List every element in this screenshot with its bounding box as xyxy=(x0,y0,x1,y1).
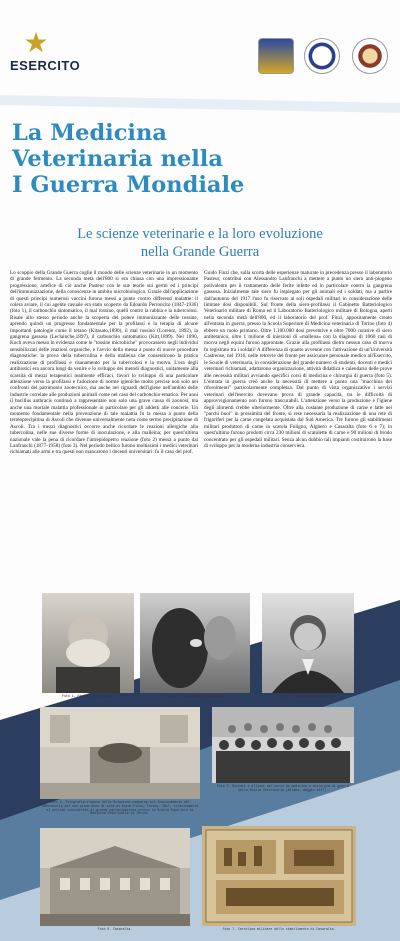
body-text: Lo scoppio della Grande Guerra coglie il mondo delle scienze veterinarie in un momento di grande fermento. La seconda metà dell'800 si era chiusa con una impressionante progressione, artefice di ciò anche Pasteur con le sue teorie sui germi ed i principi dell'immunizzazione, della conoscenze in ambito microbiologico. Grazie dall'applicazione di questi principi numerosi vaccini furono messi a punto contro differenti malattie: il colera aviare, il cui agente casuale era stato scoperto da Edoardo Perroncito (1847-1936) (foto 1), il carbonchio sintomatico, il mal rossino, quelli contro la rabbia e la tubercolosi. Risale allo stesso periodo anche la scoperta del potere immunizzante delle tossine, aprendo quindi un progresso fondamentale per la profilassi e la terapia di alcune importanti patologie come il tetano (Kitasato,1890), il mal rossino (Lorentz, 1892), la gangrena gassosa (Leclainche,1897), il carbonchio sintomatico (Kitt,1899). Nel 1890, Koch aveva messo in evidenza come le "tossine microbiche" provocassero negli individui sensibilizzati delle reazioni organiche, e l'avvio della messa a punto di nuove procedure diagnostiche: la prova della tubercolina e della malleina che consentirono la pratica realizzazione di profilassi e risanamento per la tubercolosi e la morva. L'era degli antibiotici era ancora lungi da venire e lo sviluppo dei metodi diagnostici, unitamente alla scarsità di mezzi terapeutici realmente efficaci, favorì lo sviluppo di una particolare attenzione verso la profilassi e l'adozione di norme igieniche molto precise non solo nei confronti del patrimonio zootecnico, ma anche nei riguardi dell'igiene nell'ambito delle industrie correlate alle produzioni animali come nel caso del carbonchio ematico. Per anni il bacillus anthracis continuò a rappresentare non solo una grave causa di zoonosi, ma anche una mortale malattia professionale in particolare per gli addetti alle concerie. Un momento fondamentale nella prevenzione di tale malattia fu la messa a punto della termoprecipitina di Ascoli che divenne universalmente nota come termo precipitazione di Ascoli. Tra i mezzi diagnostici occorre anche ricordare le reazioni allergiche alla tubercolina, nelle sue diverse forme di inoculazione, e alla malleina; per quest'ultima nazionale vale la pena di ricordare l'intrepidopetro reazione (foto 2) messa a punto dal Lanfranchi (1877-1958) (foto 3). Nel periodo bellico furono moltissimi i medici veterinari richiamati alle armi e tra questi non mancarono i docenti universitari: fu il caso del prof. xyxy=(10,270,198,456)
caption: Foto 3. Alessandro Lanfranchi. xyxy=(279,694,337,698)
subtitle-line: nella Grande Guerra xyxy=(140,244,260,260)
photo-lanfranchi xyxy=(262,593,354,693)
brand-text: ESERCITO xyxy=(10,58,81,73)
caption: Foto 1. Edoardo Perroncito. xyxy=(62,694,114,698)
body-column-left xyxy=(10,270,198,456)
decorative-band xyxy=(0,95,400,113)
photo-casaralta xyxy=(40,828,190,926)
caption: Foto 4. Fotografia d'epoca della Relazione comparsa sul funzionamento del laboratorio nel suo primo anno di vita di Guido Finzi, Torino, 1917, relativamente al periodo considerato di grande partecipazione presso la Scuola Superiore di Medicina Veterinaria di Torino. xyxy=(41,800,199,816)
photo-corso-guerra xyxy=(212,707,354,783)
photo-reazione xyxy=(140,593,250,693)
esercito-logo xyxy=(10,28,81,73)
title-line: I Guerra Mondiale xyxy=(12,172,245,198)
title-line: La Medicina xyxy=(12,120,167,146)
crest-icon xyxy=(258,38,294,74)
crest-icon xyxy=(352,38,388,74)
page-subtitle xyxy=(20,225,380,261)
body-text: Guido Finzi che, sulla scorta delle esperienze maturate in precedenza presso il laboratorio Pasteur, contribuì con Alessandro Lanfranchi a mettere a punto un siero anti-piogeno polivalente per il trattamento delle ferite infette ed in particolare contro la gangrena gassosa. Inizialmente tale siero fu impiegato per gli animali ed i soldati, ma a partire dall'autunno del 1917 l'uso fu riservato ai soli ospedali militari in considerazione delle limitate dosi disponibili. Sul fronte della siero-profilassi il Gabinetto Batteriologico Veterinario militare di Roma ed il Laboratorio Batteriologico militare di Bologna, aperti nella seconda metà dell'800, ed il laboratorio del prof. Finzi, appositamente creato all'entrata in guerra, presso la Scuola Superiore di Medicina veterinaria di Torino (foto 4) ebbero un ruolo primario. Oltre 1.100.000 dosi preventive e oltre 7000 curative di siero antitetanico, oltre 1 milione di iniezioni di «mallena» con la diagnosi di 1060 casi di morva negli equini furono approntate. Grazie alla profilassi dietro nessun caso di morva fu registrato tra i soldati! A differenza di quanto avvenne con l'attivazione di un'Università Castrense, nel 1916, nelle retrovie del fronte per assicurare personale medico all'Esercito, le Scuole di veterinaria, in considerazione del grande numero di studenti, docenti e medici veterinari richiamati, adattarono organizzazione, attività didattica e calendario delle prove alle necessità militari avviando specifici corsi di medicina e chirurgia di guerra (foto 5). L'entrata in guerra creò anche la necessità di mettere a punto una "macchina dei rifornimenti" particolarmente complessa. Dal punto di vista organizzativo i servizi veterinari dell'esercito dovevano prova di grande capacità, tra le difficoltà di approvvigionamento non furono trascurabili. L'attenzione verso la produzione e l'igiene degli alimenti crebbe ulteriormente. Oltre alla costante produzione di carne e latte nei "parchi buoi" in prossimità del fronte, si rese necessaria la realizzazione di una rete di frigoriferi per la carne congelata acquistata dal Sud America. Tre furono gli stabilimenti militari produttori di carne in scatola Foligno, Alghero e Casaralta (foto 6 e 7); in quest'ultimo furono prodotti circa 230 milioni di scatolette di carne e 90 milioni di brodo concentrato per gli ospedali militari. Senza alcun dubbio tali impianti costituirono la base di sviluppo per la moderna industria conserviera. xyxy=(204,270,392,449)
caption: Foto 2. Intrapalpebro reazione. xyxy=(165,694,225,698)
body-column-right xyxy=(204,270,392,449)
photo-perroncito xyxy=(42,593,134,693)
caption: Foto 5. Docenti e allievi nel corso di medicina e chirurgia di guerra nella Scuola Veterinaria (Milano, maggio 1917). xyxy=(217,784,349,792)
photo-cartolina xyxy=(202,826,356,926)
title-line: Veterinaria nella xyxy=(12,146,223,172)
caption: Foto 7. Cartolina militare dello stabilimento di Casaralta. xyxy=(222,927,336,931)
caption: Foto 6. Casaralta. xyxy=(97,927,133,931)
crest-icon xyxy=(304,38,340,74)
photo-laboratorio xyxy=(40,707,200,799)
star-icon: ★ xyxy=(23,28,49,59)
page-title xyxy=(12,120,392,198)
subtitle-line: Le scienze veterinarie e la loro evoluzione xyxy=(77,226,323,242)
